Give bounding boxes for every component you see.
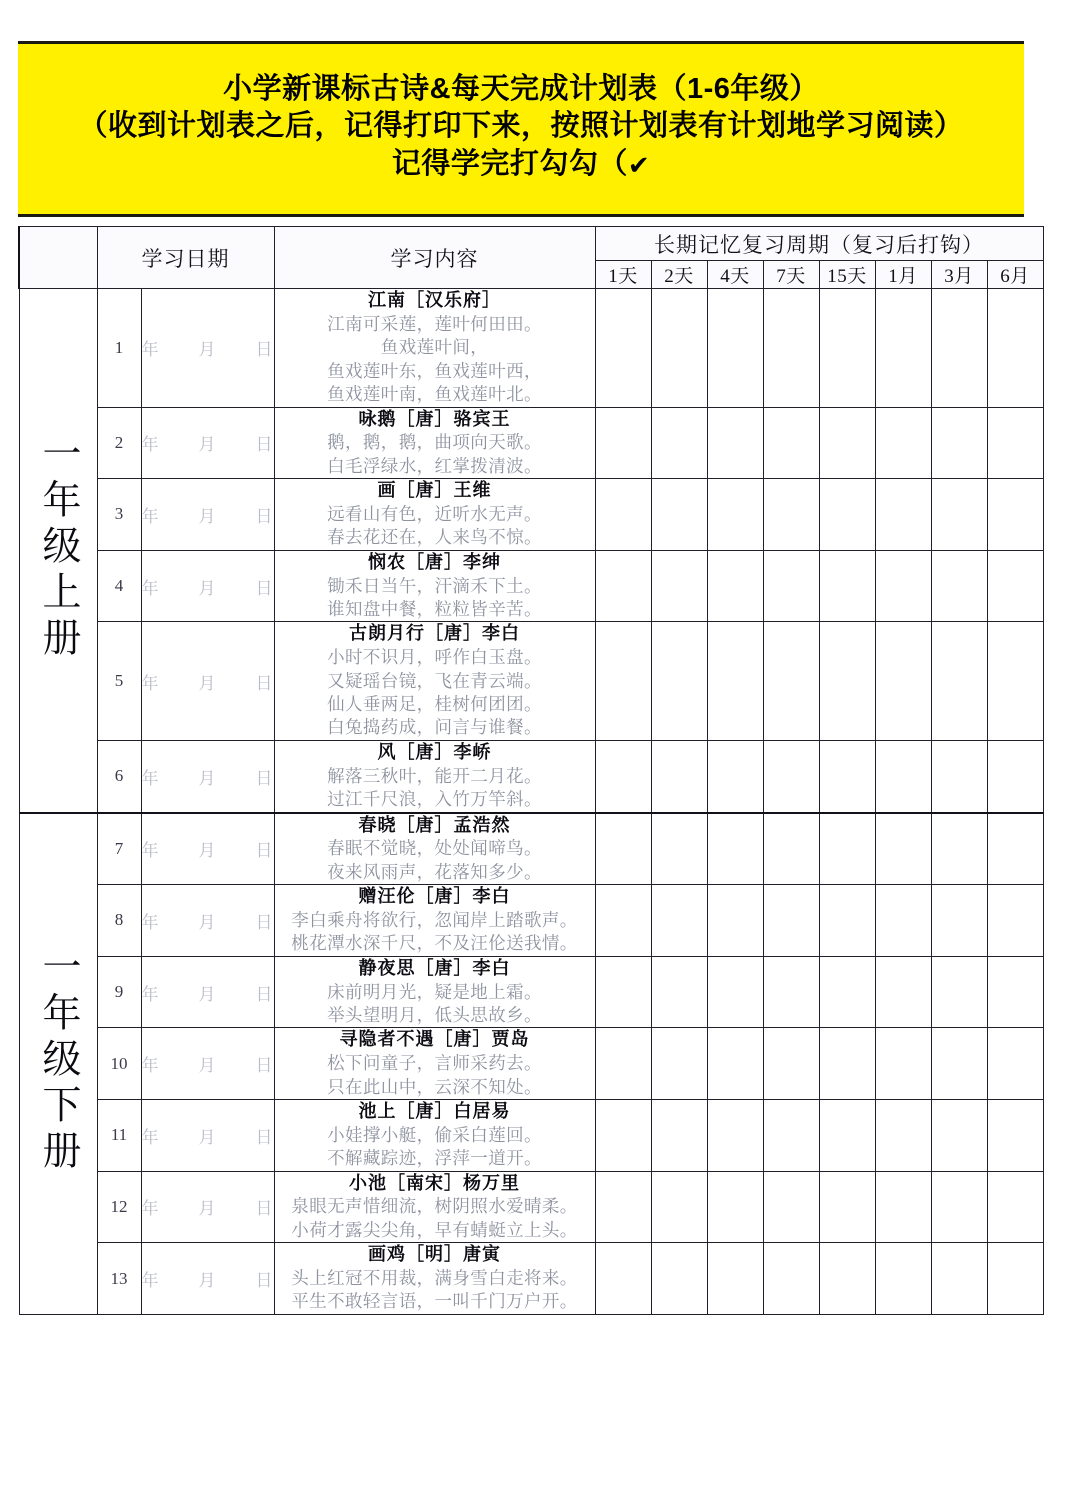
review-checkbox-cell[interactable] — [763, 1171, 819, 1243]
poem-line: 夜来风雨声，花落知多少。 — [327, 861, 542, 882]
table-row — [19, 550, 1043, 622]
review-checkbox-cell[interactable] — [987, 1100, 1043, 1172]
review-checkbox-cell[interactable] — [651, 740, 707, 812]
review-checkbox-cell[interactable] — [763, 813, 819, 885]
review-checkbox-cell[interactable] — [651, 289, 707, 408]
review-checkbox-cell[interactable] — [707, 289, 763, 408]
review-checkbox-cell[interactable] — [819, 1171, 875, 1243]
review-checkbox-cell[interactable] — [819, 479, 875, 551]
review-checkbox-cell[interactable] — [595, 1171, 651, 1243]
poem-title: 小池［南宋］杨万里 — [349, 1172, 520, 1193]
poem-content-cell — [274, 956, 595, 1028]
header-review-col-3month: 3月 — [931, 261, 987, 289]
review-checkbox-cell[interactable] — [595, 956, 651, 1028]
review-checkbox-cell[interactable] — [931, 1028, 987, 1100]
table-row — [19, 740, 1043, 812]
review-checkbox-cell[interactable] — [595, 1028, 651, 1100]
date-placeholder-day: 日 — [255, 1199, 274, 1219]
poem-title: 静夜思［唐］李白 — [358, 957, 511, 978]
header-review-col-7day: 7天 — [763, 261, 819, 289]
review-checkbox-cell[interactable] — [931, 740, 987, 812]
date-placeholder-day: 日 — [255, 1127, 274, 1147]
poem-content-cell — [274, 550, 595, 622]
poem-line: 又疑瑶台镜，飞在青云端。 — [327, 670, 542, 691]
plan-table-wrapper — [18, 226, 1042, 1315]
study-date-field[interactable] — [141, 740, 274, 812]
poem-title: 悯农［唐］李绅 — [368, 551, 501, 572]
review-checkbox-cell[interactable] — [595, 407, 651, 479]
poem-line: 白毛浮绿水，红掌拨清波。 — [327, 455, 542, 476]
poem-title: 寻隐者不遇［唐］贾岛 — [339, 1029, 530, 1050]
poem-title: 赠汪伦［唐］李白 — [358, 886, 511, 907]
review-checkbox-cell[interactable] — [651, 1171, 707, 1243]
row-index: 4 — [97, 550, 141, 622]
review-checkbox-cell[interactable] — [707, 622, 763, 741]
review-checkbox-cell[interactable] — [763, 1243, 819, 1315]
review-checkbox-cell[interactable] — [763, 956, 819, 1028]
poem-line: 小荷才露尖尖角，早有蜻蜓立上头。 — [291, 1219, 578, 1240]
review-checkbox-cell[interactable] — [595, 1243, 651, 1315]
poem-line: 鱼戏莲叶南，鱼戏莲叶北。 — [327, 384, 542, 405]
poem-line: 泉眼无声惜细流，树阴照水爱晴柔。 — [291, 1196, 578, 1217]
poem-line: 小娃撑小艇，偷采白莲回。 — [327, 1124, 542, 1145]
poem-title: 画［唐］王维 — [377, 480, 492, 501]
review-checkbox-cell[interactable] — [595, 622, 651, 741]
review-checkbox-cell[interactable] — [987, 289, 1043, 408]
header-study-content: 学习内容 — [274, 227, 595, 289]
poem-content-cell — [274, 479, 595, 551]
header-review-col-2day: 2天 — [651, 261, 707, 289]
table-body — [19, 289, 1043, 1315]
review-checkbox-cell[interactable] — [987, 1171, 1043, 1243]
poem-line: 春眠不觉晓，处处闻啼鸟。 — [327, 838, 542, 859]
header-row-primary — [19, 227, 1043, 261]
review-checkbox-cell[interactable] — [763, 622, 819, 741]
review-checkbox-cell[interactable] — [931, 550, 987, 622]
date-placeholder-year: 年 — [141, 1056, 160, 1076]
review-checkbox-cell[interactable] — [651, 407, 707, 479]
review-checkbox-cell[interactable] — [931, 885, 987, 957]
date-placeholder-day: 日 — [255, 984, 274, 1004]
review-checkbox-cell[interactable] — [819, 956, 875, 1028]
review-checkbox-cell[interactable] — [819, 885, 875, 957]
date-placeholder-day: 日 — [255, 768, 274, 788]
grade-label-text: 一年级上册 — [37, 432, 80, 663]
date-placeholder-month: 月 — [198, 435, 217, 455]
review-checkbox-cell[interactable] — [595, 479, 651, 551]
poem-line: 桃花潭水深千尺，不及汪伦送我情。 — [291, 933, 578, 954]
banner-title-line-1: 小学新课标古诗&每天完成计划表（1-6年级） — [223, 73, 819, 106]
header-grade-corner — [19, 227, 97, 289]
review-checkbox-cell[interactable] — [763, 1100, 819, 1172]
review-checkbox-cell[interactable] — [931, 622, 987, 741]
poem-line: 李白乘舟将欲行，忽闻岸上踏歌声。 — [291, 909, 578, 930]
review-checkbox-cell[interactable] — [707, 479, 763, 551]
review-checkbox-cell[interactable] — [707, 740, 763, 812]
header-review-col-15day: 15天 — [819, 261, 875, 289]
study-date-field[interactable] — [141, 550, 274, 622]
review-checkbox-cell[interactable] — [931, 956, 987, 1028]
poem-line: 小时不识月，呼作白玉盘。 — [327, 647, 542, 668]
review-checkbox-cell[interactable] — [875, 1243, 931, 1315]
date-placeholder-month: 月 — [198, 1127, 217, 1147]
poem-line: 白兔捣药成，问言与谁餐。 — [327, 717, 542, 738]
date-placeholder-day: 日 — [255, 340, 274, 360]
poem-line: 松下问童子，言师采药去。 — [327, 1053, 542, 1074]
table-row — [19, 813, 1043, 885]
poem-content-cell — [274, 1028, 595, 1100]
study-date-field[interactable] — [141, 622, 274, 741]
review-checkbox-cell[interactable] — [763, 1028, 819, 1100]
row-index: 12 — [97, 1171, 141, 1243]
review-checkbox-cell[interactable] — [651, 956, 707, 1028]
date-placeholder-year: 年 — [141, 1271, 160, 1291]
table-row — [19, 1243, 1043, 1315]
review-checkbox-cell[interactable] — [595, 289, 651, 408]
review-checkbox-cell[interactable] — [875, 289, 931, 408]
poem-line: 平生不敢轻言语，一叫千门万户开。 — [291, 1291, 578, 1312]
date-placeholder-month: 月 — [198, 1199, 217, 1219]
date-placeholder-year: 年 — [141, 912, 160, 932]
review-checkbox-cell[interactable] — [875, 622, 931, 741]
date-placeholder-year: 年 — [141, 841, 160, 861]
review-checkbox-cell[interactable] — [987, 1243, 1043, 1315]
title-banner — [18, 41, 1024, 217]
banner-title-line-2: （收到计划表之后，记得打印下来，按照计划表有计划地学习阅读） — [78, 110, 964, 143]
review-checkbox-cell[interactable] — [651, 885, 707, 957]
poem-line: 仙人垂两足，桂树何团团。 — [327, 694, 542, 714]
date-placeholder-month: 月 — [198, 768, 217, 788]
header-review-cycle-group: 长期记忆复习周期（复习后打钩） — [595, 227, 1043, 261]
study-date-field[interactable] — [141, 1171, 274, 1243]
poem-content-cell — [274, 1100, 595, 1172]
date-placeholder-month: 月 — [198, 673, 217, 693]
poem-line: 鱼戏莲叶间， — [380, 337, 489, 358]
poem-line: 解落三秋叶，能开二月花。 — [327, 765, 542, 786]
date-placeholder-year: 年 — [141, 506, 160, 526]
review-checkbox-cell[interactable] — [819, 1243, 875, 1315]
review-checkbox-cell[interactable] — [595, 885, 651, 957]
review-checkbox-cell[interactable] — [651, 479, 707, 551]
row-index: 5 — [97, 622, 141, 741]
table-row — [19, 956, 1043, 1028]
review-checkbox-cell[interactable] — [707, 1028, 763, 1100]
review-checkbox-cell[interactable] — [987, 885, 1043, 957]
review-checkbox-cell[interactable] — [763, 740, 819, 812]
poem-line: 鹅，鹅，鹅，曲项向天歌。 — [327, 432, 542, 453]
table-head — [19, 227, 1043, 289]
review-checkbox-cell[interactable] — [931, 813, 987, 885]
poem-content-cell — [274, 289, 595, 408]
review-checkbox-cell[interactable] — [987, 813, 1043, 885]
poem-line: 江南可采莲，莲叶何田田。 — [327, 313, 542, 334]
review-checkbox-cell[interactable] — [595, 1100, 651, 1172]
poem-line: 春去花还在，人来鸟不惊。 — [327, 527, 542, 548]
review-checkbox-cell[interactable] — [651, 1100, 707, 1172]
review-checkbox-cell[interactable] — [763, 550, 819, 622]
review-checkbox-cell[interactable] — [651, 622, 707, 741]
date-placeholder-day: 日 — [255, 578, 274, 598]
review-checkbox-cell[interactable] — [651, 813, 707, 885]
review-checkbox-cell[interactable] — [987, 740, 1043, 812]
row-index: 1 — [97, 289, 141, 408]
poem-line: 过江千尺浪，入竹万竿斜。 — [327, 789, 542, 810]
row-index: 11 — [97, 1100, 141, 1172]
review-checkbox-cell[interactable] — [595, 740, 651, 812]
header-review-col-4day: 4天 — [707, 261, 763, 289]
table-row — [19, 289, 1043, 408]
review-checkbox-cell[interactable] — [875, 1171, 931, 1243]
review-checkbox-cell[interactable] — [763, 289, 819, 408]
poem-content-cell — [274, 622, 595, 741]
review-checkbox-cell[interactable] — [819, 289, 875, 408]
row-index: 3 — [97, 479, 141, 551]
review-checkbox-cell[interactable] — [931, 479, 987, 551]
review-checkbox-cell[interactable] — [707, 407, 763, 479]
review-checkbox-cell[interactable] — [875, 740, 931, 812]
row-index: 7 — [97, 813, 141, 885]
review-checkbox-cell[interactable] — [819, 407, 875, 479]
date-placeholder-month: 月 — [198, 912, 217, 932]
review-checkbox-cell[interactable] — [819, 813, 875, 885]
row-index: 13 — [97, 1243, 141, 1315]
row-index: 9 — [97, 956, 141, 1028]
poem-title: 画鸡［明］唐寅 — [368, 1244, 501, 1265]
study-date-field[interactable] — [141, 1100, 274, 1172]
poem-line: 谁知盘中餐，粒粒皆辛苦。 — [327, 598, 542, 619]
poem-line: 远看山有色，近听水无声。 — [327, 503, 542, 524]
review-checkbox-cell[interactable] — [931, 1100, 987, 1172]
table-row — [19, 407, 1043, 479]
review-checkbox-cell[interactable] — [931, 1243, 987, 1315]
review-checkbox-cell[interactable] — [651, 550, 707, 622]
review-checkbox-cell[interactable] — [595, 550, 651, 622]
review-checkbox-cell[interactable] — [987, 479, 1043, 551]
date-placeholder-day: 日 — [255, 673, 274, 693]
date-placeholder-day: 日 — [255, 435, 274, 455]
review-checkbox-cell[interactable] — [819, 622, 875, 741]
review-checkbox-cell[interactable] — [707, 956, 763, 1028]
date-placeholder-day: 日 — [255, 841, 274, 861]
review-checkbox-cell[interactable] — [875, 550, 931, 622]
checkmark-icon: ✔ — [627, 150, 651, 181]
study-date-field[interactable] — [141, 289, 274, 408]
header-study-date: 学习日期 — [97, 227, 274, 289]
review-checkbox-cell[interactable] — [987, 1028, 1043, 1100]
date-placeholder-day: 日 — [255, 506, 274, 526]
poem-line: 只在此山中，云深不知处。 — [327, 1076, 542, 1097]
poem-content-cell — [274, 407, 595, 479]
date-placeholder-month: 月 — [198, 1271, 217, 1291]
date-placeholder-year: 年 — [141, 1199, 160, 1219]
review-checkbox-cell[interactable] — [875, 407, 931, 479]
review-checkbox-cell[interactable] — [707, 813, 763, 885]
review-checkbox-cell[interactable] — [707, 1100, 763, 1172]
header-review-col-6month: 6月 — [987, 261, 1043, 289]
date-placeholder-year: 年 — [141, 673, 160, 693]
review-checkbox-cell[interactable] — [875, 885, 931, 957]
header-review-col-1day: 1天 — [595, 261, 651, 289]
review-checkbox-cell[interactable] — [707, 550, 763, 622]
review-checkbox-cell[interactable] — [763, 479, 819, 551]
review-checkbox-cell[interactable] — [707, 1243, 763, 1315]
poem-content-cell — [274, 1243, 595, 1315]
poem-title: 春晓［唐］孟浩然 — [358, 814, 511, 835]
table-row — [19, 885, 1043, 957]
banner-line-3-text: 记得学完打勾勾（ — [391, 147, 628, 180]
date-placeholder-day: 日 — [255, 1056, 274, 1076]
poem-title: 池上［唐］白居易 — [358, 1101, 511, 1121]
study-date-field[interactable] — [141, 407, 274, 479]
table-row — [19, 1028, 1043, 1100]
review-checkbox-cell[interactable] — [987, 407, 1043, 479]
row-index: 6 — [97, 740, 141, 812]
date-placeholder-year: 年 — [141, 768, 160, 788]
date-placeholder-month: 月 — [198, 1056, 217, 1076]
poem-content-cell — [274, 813, 595, 885]
date-placeholder-year: 年 — [141, 1127, 160, 1147]
study-date-field[interactable] — [141, 956, 274, 1028]
study-date-field[interactable] — [141, 813, 274, 885]
review-checkbox-cell[interactable] — [819, 1028, 875, 1100]
review-checkbox-cell[interactable] — [931, 289, 987, 408]
date-placeholder-year: 年 — [141, 340, 160, 360]
review-checkbox-cell[interactable] — [707, 1171, 763, 1243]
row-index: 10 — [97, 1028, 141, 1100]
review-checkbox-cell[interactable] — [595, 813, 651, 885]
date-placeholder-month: 月 — [198, 340, 217, 360]
poem-content-cell — [274, 885, 595, 957]
table-row — [19, 479, 1043, 551]
review-checkbox-cell[interactable] — [651, 1028, 707, 1100]
date-placeholder-month: 月 — [198, 578, 217, 598]
poem-line: 头上红冠不用裁，满身雪白走将来。 — [291, 1268, 578, 1288]
review-checkbox-cell[interactable] — [931, 407, 987, 479]
study-plan-table — [18, 226, 1044, 1315]
poem-line: 举头望明月，低头思故乡。 — [327, 1004, 542, 1025]
date-placeholder-month: 月 — [198, 506, 217, 526]
review-checkbox-cell[interactable] — [819, 1100, 875, 1172]
row-index: 2 — [97, 407, 141, 479]
review-checkbox-cell[interactable] — [987, 956, 1043, 1028]
poem-title: 咏鹅［唐］骆宾王 — [358, 408, 511, 429]
date-placeholder-day: 日 — [255, 1271, 274, 1291]
review-checkbox-cell[interactable] — [819, 740, 875, 812]
grade-group-label-2 — [19, 813, 97, 1315]
review-checkbox-cell[interactable] — [763, 885, 819, 957]
table-row — [19, 1100, 1043, 1172]
review-checkbox-cell[interactable] — [987, 550, 1043, 622]
grade-label-text: 一年级下册 — [37, 946, 80, 1177]
study-date-field[interactable] — [141, 1243, 274, 1315]
table-row — [19, 1171, 1043, 1243]
poem-title: 江南［汉乐府］ — [368, 290, 501, 310]
review-checkbox-cell[interactable] — [875, 813, 931, 885]
date-placeholder-day: 日 — [255, 912, 274, 932]
banner-title-line-3 — [392, 146, 650, 183]
review-checkbox-cell[interactable] — [931, 1171, 987, 1243]
poem-content-cell — [274, 1171, 595, 1243]
date-placeholder-year: 年 — [141, 435, 160, 455]
poem-title: 风［唐］李峤 — [377, 741, 492, 762]
review-checkbox-cell[interactable] — [763, 407, 819, 479]
review-checkbox-cell[interactable] — [987, 622, 1043, 741]
review-checkbox-cell[interactable] — [875, 956, 931, 1028]
poem-line: 床前明月光，疑是地上霜。 — [327, 981, 542, 1002]
study-date-field[interactable] — [141, 1028, 274, 1100]
review-checkbox-cell[interactable] — [707, 885, 763, 957]
review-checkbox-cell[interactable] — [651, 1243, 707, 1315]
poem-title: 古朗月行［唐］李白 — [349, 623, 520, 644]
review-checkbox-cell[interactable] — [875, 479, 931, 551]
date-placeholder-month: 月 — [198, 984, 217, 1004]
review-checkbox-cell[interactable] — [875, 1100, 931, 1172]
study-date-field[interactable] — [141, 479, 274, 551]
date-placeholder-year: 年 — [141, 984, 160, 1004]
study-date-field[interactable] — [141, 885, 274, 957]
poem-line: 锄禾日当午，汗滴禾下土。 — [327, 575, 542, 596]
row-index: 8 — [97, 885, 141, 957]
table-row — [19, 622, 1043, 741]
poem-content-cell — [274, 740, 595, 812]
date-placeholder-month: 月 — [198, 841, 217, 861]
review-checkbox-cell[interactable] — [875, 1028, 931, 1100]
header-review-col-1month: 1月 — [875, 261, 931, 289]
poem-line: 不解藏踪迹，浮萍一道开。 — [327, 1148, 542, 1169]
poem-line: 鱼戏莲叶东，鱼戏莲叶西， — [327, 360, 542, 381]
date-placeholder-year: 年 — [141, 578, 160, 598]
grade-group-label-1 — [19, 289, 97, 813]
review-checkbox-cell[interactable] — [819, 550, 875, 622]
